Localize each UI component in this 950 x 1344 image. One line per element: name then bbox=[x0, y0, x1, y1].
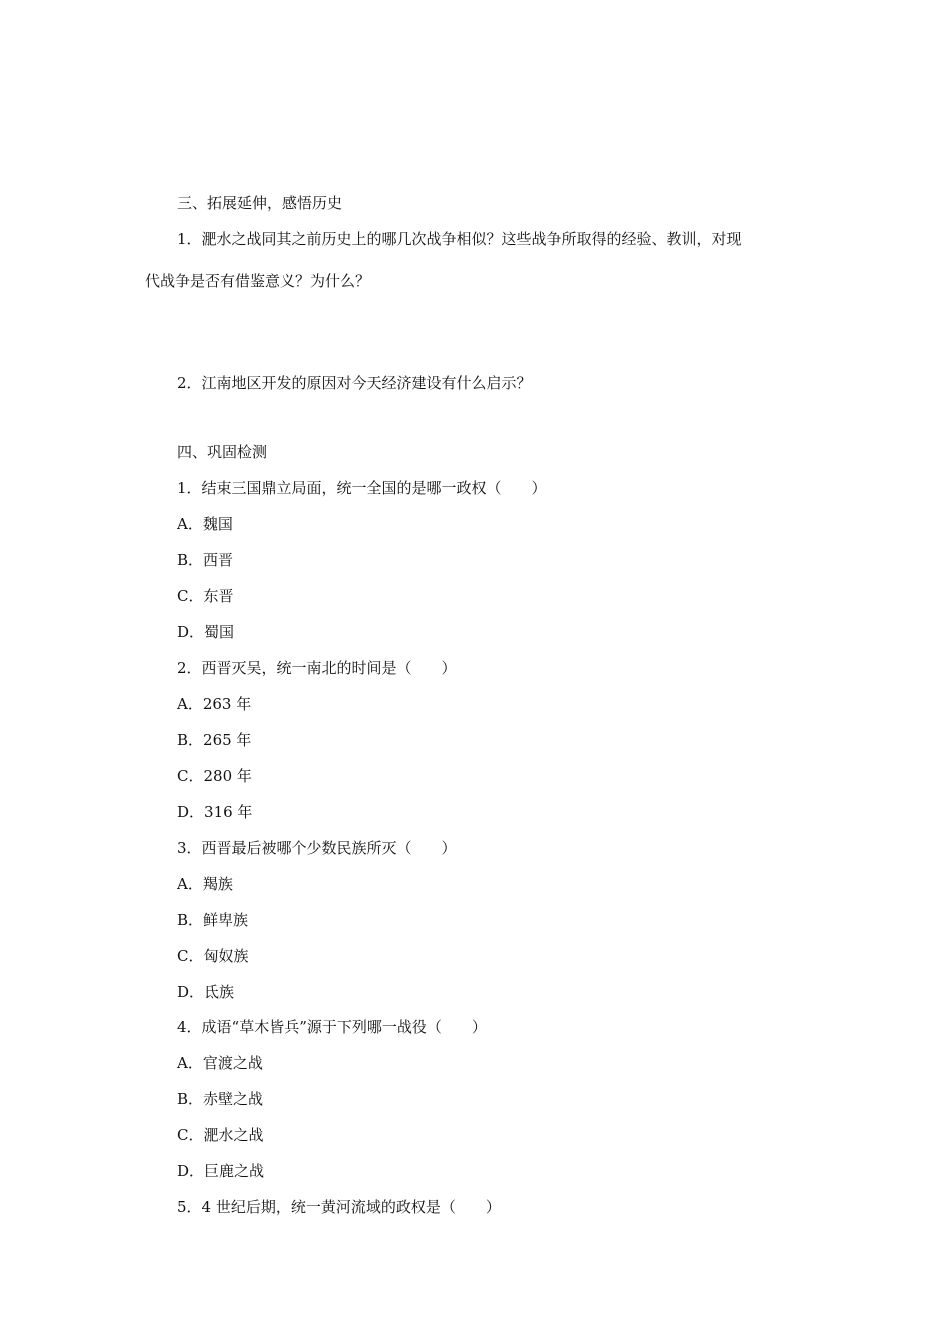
answer-option: C．匈奴族 bbox=[177, 947, 249, 965]
answer-option: A．官渡之战 bbox=[177, 1054, 263, 1072]
s3-question-2: 2．江南地区开发的原因对今天经济建设有什么启示？ bbox=[177, 374, 532, 392]
s3-question-1-line-2: 代战争是否有借鉴意义？为什么？ bbox=[145, 272, 371, 290]
answer-option: B．西晋 bbox=[177, 551, 234, 569]
question-stem: 5．4 世纪后期，统一黄河流域的政权是（ ） bbox=[177, 1198, 501, 1216]
answer-option: B．265 年 bbox=[177, 731, 252, 749]
section-3-heading: 三、拓展延伸，感悟历史 bbox=[177, 194, 343, 212]
question-stem: 3．西晋最后被哪个少数民族所灭（ ） bbox=[177, 839, 457, 857]
answer-option: D．氐族 bbox=[177, 983, 235, 1001]
s3-question-1-line-1: 1．淝水之战同其之前历史上的哪几次战争相似？这些战争所取得的经验、教训，对现 bbox=[177, 230, 742, 248]
question-stem: 4．成语“草木皆兵”源于下列哪一战役（ ） bbox=[177, 1018, 487, 1036]
answer-option: C．东晋 bbox=[177, 587, 234, 605]
question-stem: 1．结束三国鼎立局面，统一全国的是哪一政权（ ） bbox=[177, 479, 547, 497]
answer-option: D．316 年 bbox=[177, 803, 253, 821]
question-stem: 2．西晋灭吴，统一南北的时间是（ ） bbox=[177, 659, 457, 677]
section-4-heading: 四、巩固检测 bbox=[177, 443, 268, 461]
answer-option: D．巨鹿之战 bbox=[177, 1162, 265, 1180]
answer-option: D．蜀国 bbox=[177, 623, 235, 641]
answer-option: B．赤壁之战 bbox=[177, 1090, 264, 1108]
answer-option: A．魏国 bbox=[177, 515, 233, 533]
answer-option: B．鲜卑族 bbox=[177, 911, 249, 929]
answer-option: A．263 年 bbox=[177, 695, 252, 713]
answer-option: C．淝水之战 bbox=[177, 1126, 264, 1144]
answer-option: C．280 年 bbox=[177, 767, 252, 785]
answer-option: A．羯族 bbox=[177, 875, 233, 893]
